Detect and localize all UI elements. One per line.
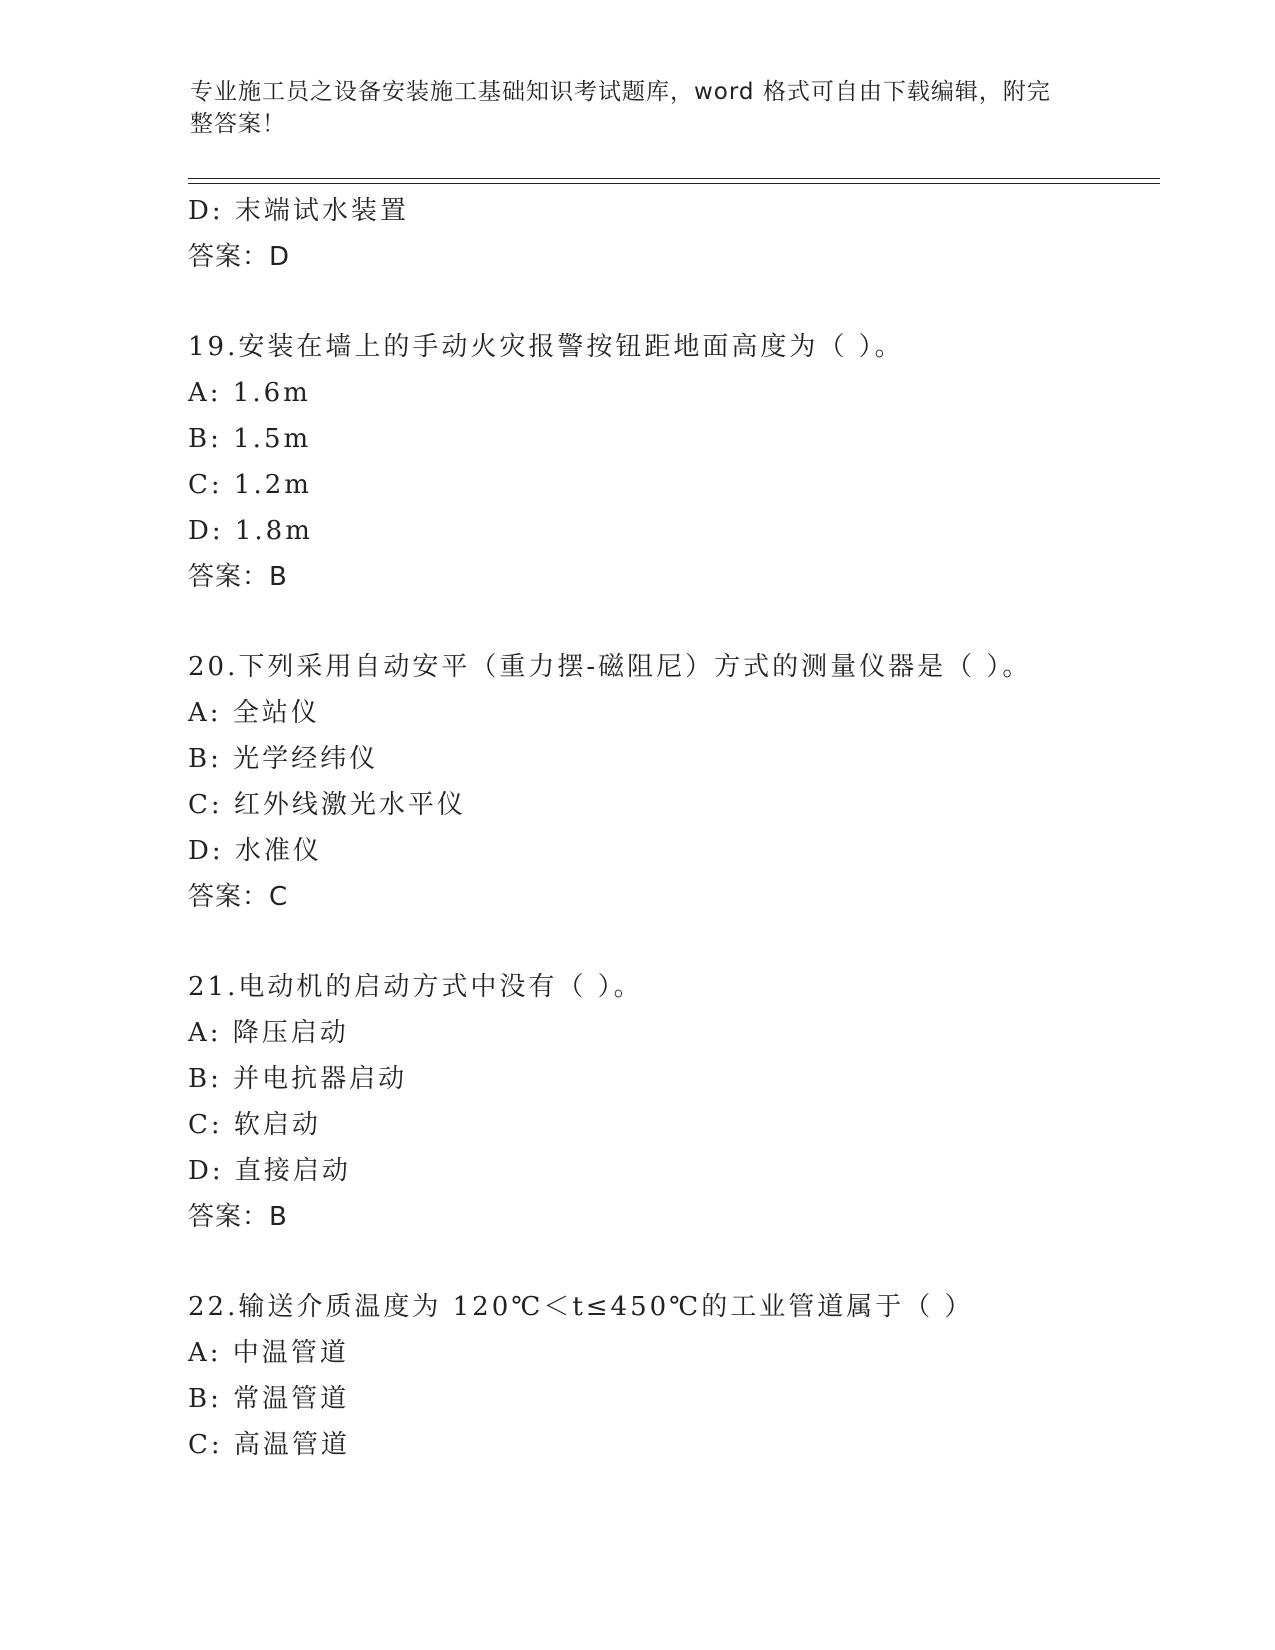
question-19-option-c: C: 1.2m [188,470,312,500]
question-21-option-a: A: 降压启动 [188,1018,349,1048]
question-spacer [188,1240,1168,1284]
question-20-option-c: C: 红外线激光水平仪 [188,790,466,820]
question-19-option-d: D: 1.8m [188,516,313,546]
option-d: D: 末端试水装置 [188,196,409,226]
question-20-option-b: B: 光学经纬仪 [188,744,379,774]
question-20-option-d: D: 水准仪 [188,836,322,866]
question-20-option-a: A: 全站仪 [188,698,320,728]
question-21-option-b: B: 并电抗器启动 [188,1064,408,1094]
question-19-option-a: A: 1.6m [188,378,311,408]
header-divider-bottom [188,183,1160,184]
header-line-1: 专业施工员之设备安装施工基础知识考试题库，word 格式可自由下载编辑，附完 [190,79,1051,105]
document-header [190,76,1070,140]
question-20-answer: 答案：C [188,882,289,912]
question-spacer [188,920,1168,964]
question-21-stem: 21.电动机的启动方式中没有（ ）。 [188,972,643,1002]
question-list [188,188,1168,1468]
answer-line: 答案：D [188,242,291,272]
question-21-option-d: D: 直接启动 [188,1156,351,1186]
question-spacer [188,600,1168,644]
question-22-stem: 22.输送介质温度为 120℃＜t≤450℃的工业管道属于（ ） [188,1292,974,1322]
question-19-answer: 答案：B [188,562,288,592]
question-19-option-b: B: 1.5m [188,424,312,454]
question-spacer [188,280,1168,324]
question-21-answer: 答案：B [188,1202,288,1232]
header-divider-top [188,178,1160,179]
question-22-option-a: A: 中温管道 [188,1338,349,1368]
header-line-2: 整答案！ [190,111,286,137]
question-19-stem: 19.安装在墙上的手动火灾报警按钮距地面高度为（ ）。 [188,332,904,362]
question-21-option-c: C: 软启动 [188,1110,321,1140]
question-22-option-c: C: 高温管道 [188,1430,350,1460]
question-20-stem: 20.下列采用自动安平（重力摆-磁阻尼）方式的测量仪器是（ ）。 [188,652,1032,682]
question-22-option-b: B: 常温管道 [188,1384,350,1414]
